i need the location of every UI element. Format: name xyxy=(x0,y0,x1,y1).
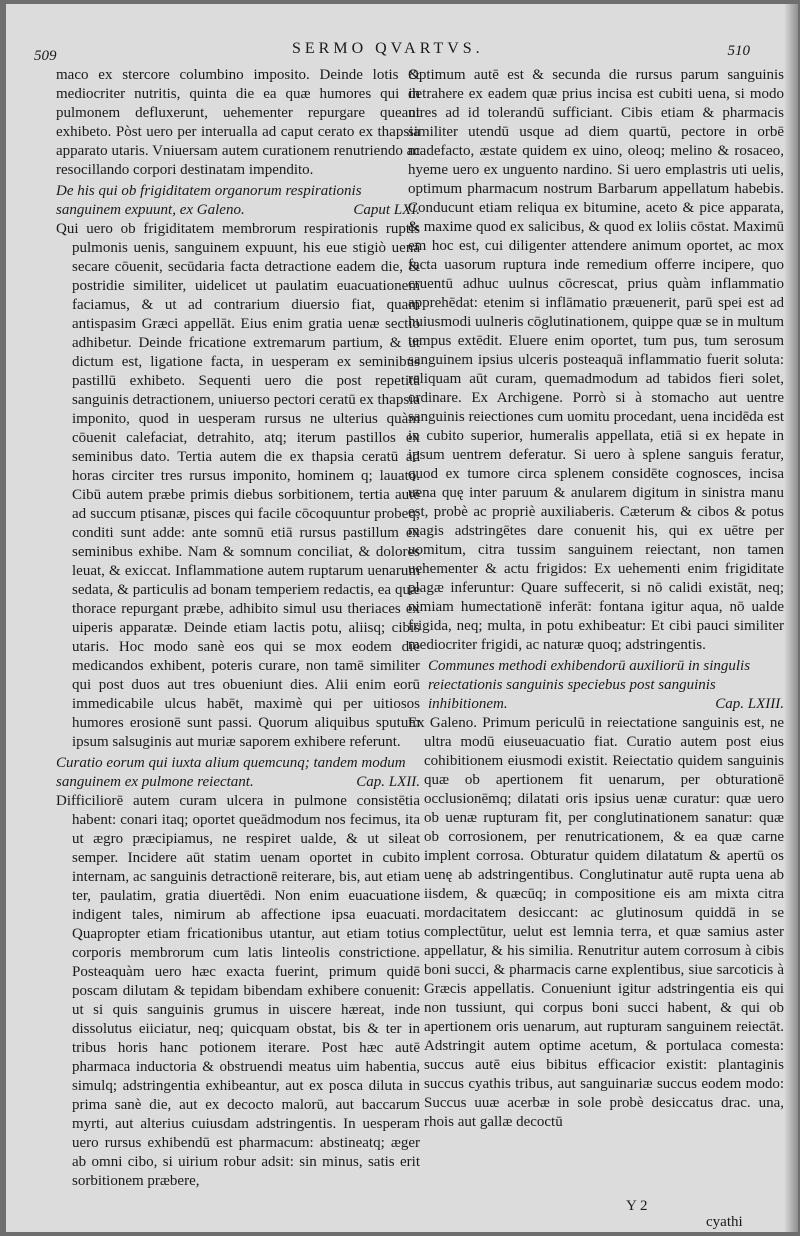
folio-number-left: 509 xyxy=(34,48,57,64)
section-heading xyxy=(408,657,784,714)
paragraph: Qui uero ob frigiditatem membrorum respirationis ruptis pulmonis uenis, sanguinem expuunt, his eue stigiò uenā secare cōuenit, secūdaria facta detractione eadem die, & postridie similiter, uidelicet ut paulatim euacuationem faciamus, & ut ad contrarium diuersio fiat, quam antispasim Græci appellāt. Eius enim gratia uenæ sectio adhibetur. Deinde fricatione extremarum partium, & ut dictum est, ligatione facta, in uesperam ex seminibus pastillū exhibeto. Sequenti uero die post repetitā sanguinis detractionem, uniuerso pectori ceratū ex thapsia imponito, quod in uesperam rursus ne ulterius quàm cōuenit calefaciat, detrahito, atq; iterum pastillos ex seminibus dato. Tertia autem die ex thapsia ceratū ad horas circiter tres rursus imponito, hominem q; lauato. Cibū autem præbe primis diebus sorbitionem, tertia autē ad succum ptisanæ, pisces qui facile cōcoquuntur probeq; conditi sunt adde: ante somnū etiā rursus pastillum ex seminibus exhibe. Nam & somnum conciliat, & dolores leuat, & exiccat. Inflammatione autem ruptarum uenarum sedata, & particulis ad bonam temperiem redactis, ea quæ thorace repurgant præbe, adhibito simul usu theriaces ex uiperis apparatæ. Deinde etiam lactis potu, aliisq; cibis utaris. Hoc modo sanè eos qui se mox eodem die medicandos exhibent, poteris curare, non tamē similiter qui post duos aut tres obueniunt dies. Alii enim eorū immedicabile ulcus habēt, maximè qui per uitiosos humores erosionē sunt passi. Quorum aliquibus sputum ipsum salsuginis aut muriæ saporem exhibere referunt. xyxy=(56,221,420,750)
chapter-number: Cap. LXIII. xyxy=(715,696,784,712)
chapter-number: Caput LXI. xyxy=(353,202,420,218)
page-header xyxy=(6,40,798,62)
section-heading xyxy=(56,182,420,220)
heading-text: Communes methodi exhibendorū auxiliorū in singulis reiectationis sanguinis speciebus post sanguinis inhibitionem. xyxy=(428,658,751,712)
paragraph: Difficiliorē autem curam ulcera in pulmone consistētia habent: conari itaq; oportet queādmodum nos fecimus, ita ut ægro præcipiamus, ne respiret ualde, & ut sileat semper. Incidere aūt statim uenam oportet in cubito internam, ac sanguinis detractionē reiterare, bis, aut etiam ter, paulatim, gratia diuertēdi. Non enim euacuatione indigent tales, nimirum ab affectione ipsa euacuati. Quapropter etiam fricationibus utantur, aut etiam totius corporis membrorum cum latis linteolis constrictione. Posteaquàm uero hæc exacta fuerint, primum quidē poscam dilutam & tepidam bibendam exhibere conuenit: ut si quis sanguinis grumus in uiscere hæreat, inde dissolutus eiiciatur, neq; quicquam obstat, bis & ter in tribus horis hanc potionem iterare. Post hæc autē pharmaca inductoria & obstruendi meatus uim habentia, simulq; adstringentia exhibeantur, aut ex posca diluta in prima sanè die, aut ex decocto malorū, aut baccarum myrti, aut alterius cuiusdam adstringentis. In uesperam uero rursus exhibendū est pharmacum: abstineatq; æger ab omni cibo, si uirium robur adsit: sin minus, satis erit sorbitionem præbere, xyxy=(56,793,420,1189)
left-column xyxy=(56,66,420,1191)
running-head: SERMO QVARTVS. xyxy=(292,40,484,57)
heading-text: Curatio eorum qui iuxta alium quemcunq; tandem modum sanguinem ex pulmone reiectant. xyxy=(56,755,406,790)
page-footer xyxy=(6,1190,798,1230)
paragraph: maco ex stercore columbino imposito. Deinde lotis & mediocriter nutritis, quinta die ea quæ humores qui in pulmonem defluxerunt, uehementer repurgare queant exhibeto. Pòst uero per interualla ad caput cerato ex thapsia apparato utaris. Vniuersam autem curationem renutriendo ac resocillando corpori destinatam impendito. xyxy=(56,67,420,178)
signature-mark: Y 2 xyxy=(626,1198,648,1214)
paragraph: Ex Galeno. Primum periculū in reiectatione sanguinis est, ne ultra modū eiuseuacuatio fiat. Curatio autem post eius cohibitionem eiusmodi existit. Reiectatio quidem sanguinis quæ ob apertionem fit uenarum, per obturationē occlusionēmq; dilatati oris ipsius uenæ curatur: quæ uero ob uenæ rupturam fit, per conglutinationem sanatur: quæ ob corrosionem, per renutricationem, & ea quæ carne implent corrosa. Obturatur quidem dilatatum & apertū os uenę ab adstringentibus. Conglutinatur autē rupta uena ab iisdem, & quæcūq; in compositione eis am mixta citra mordacitatem desiccant: ac glutinosum quiddā in se complectūtur, uelut est lemnia terra, et quæ samius aster appellatur, & his similia. Renutritur autem corrosum à cibis boni succi, & pharmacis carne explentibus, siue sarcoticis à Græcis appellatis. Conueniunt igitur adstringentia eis qui non tussiunt, qui corpus boni succi habent, & qui ob apertionem oris uenarum, aut rupturam sanguinem reiectāt. Adstringit autem optime acetum, & portulaca comesta: succus autē eius bibitus efficacior existit: plantaginis succus cyathis tribus, aut sanguinariæ succus eodem modo: Succus uuæ acerbæ in sole probè desiccatus drac. una, rhois aut gallæ decoctū xyxy=(408,715,784,1130)
paragraph: Optimum autē est & secunda die rursus parum sanguinis detrahere ex eadem quæ prius incisa est cubiti uena, si modo uires ad id tolerandū sufficiant. Cibis etiam & pharmacis similiter utendū usque ad diem quartū, pectore in orbē madefacto, æstate quidem ex uino, oleoq; melino & rosaceo, hyeme uero ex unguento nardino. Si uero emplastris uti uelis, optimum pharmacum nostrum Barbarum appellatum habebis. Conducunt etiam reliqua ex bitumine, aceto & pice apparata, & maxime quod ex salicibus, & quod ex loliis cōstat. Maximū em hoc est, cui diligenter attendere animum oportet, ac mox facta uasorum ruptura inde remedium offerre incipere, quo cruentū adhuc uulnus cōcrescat, prius quàm inflammatio apprehēdat: etenim si inflāmatio præuenerit, parū spei est ad huiusmodi uulneris cōglutinationem, quippe quæ se in multum tempus extēdit. Eluere enim oportet, tum pus, tum serosum sanguinem ipsius ulceris posteaquā inflammatio fuerit soluta: reliquam aūt curam, quemadmodum ad tabidos fieri solet, ordinare. Ex Archigene. Porrò si à stomacho aut uentre sanguinis reiectiones cum uomitu procedant, uena incidēda est in cubito superior, humeralis appellata, etiā si ex hepate in ipsum uentrem deferatur. Si uero à splene sanguis feratur, quod ex tumore circa splenem considēte cognosces, incisa uena quę inter paruum & anularem digitum in sinistra manu est, probè ac propriè auxiliaberis. Cæterum & cibos & potus magis adstringētes dare conuenit his, qui ex uētre per uomitum, citra tussim sanguinem reiectant, non tamen uehementer & actu frigidos: Ex uehementi enim frigiditate plagæ inferuntur: Quare suffecerit, si nō calidi existāt, neq; nimiam humectationē inferāt: fontana igitur aqua, nō ualde frigida, neq; multa, in potu exhibeatur: Et cibi pauci similiter mediocriter frigidi, ac naturæ quoq; adstringentis. xyxy=(408,67,784,653)
heading-text: De his qui ob frigiditatem organorum respirationis sanguinem expuunt, ex Galeno. xyxy=(56,183,362,218)
chapter-number: Cap. LXII. xyxy=(356,774,420,790)
section-heading xyxy=(56,754,420,792)
book-page xyxy=(6,4,798,1232)
page-edge-shadow xyxy=(784,4,798,1232)
right-column xyxy=(408,66,784,1132)
catchword: cyathi xyxy=(706,1214,743,1230)
folio-number-right: 510 xyxy=(727,43,750,59)
